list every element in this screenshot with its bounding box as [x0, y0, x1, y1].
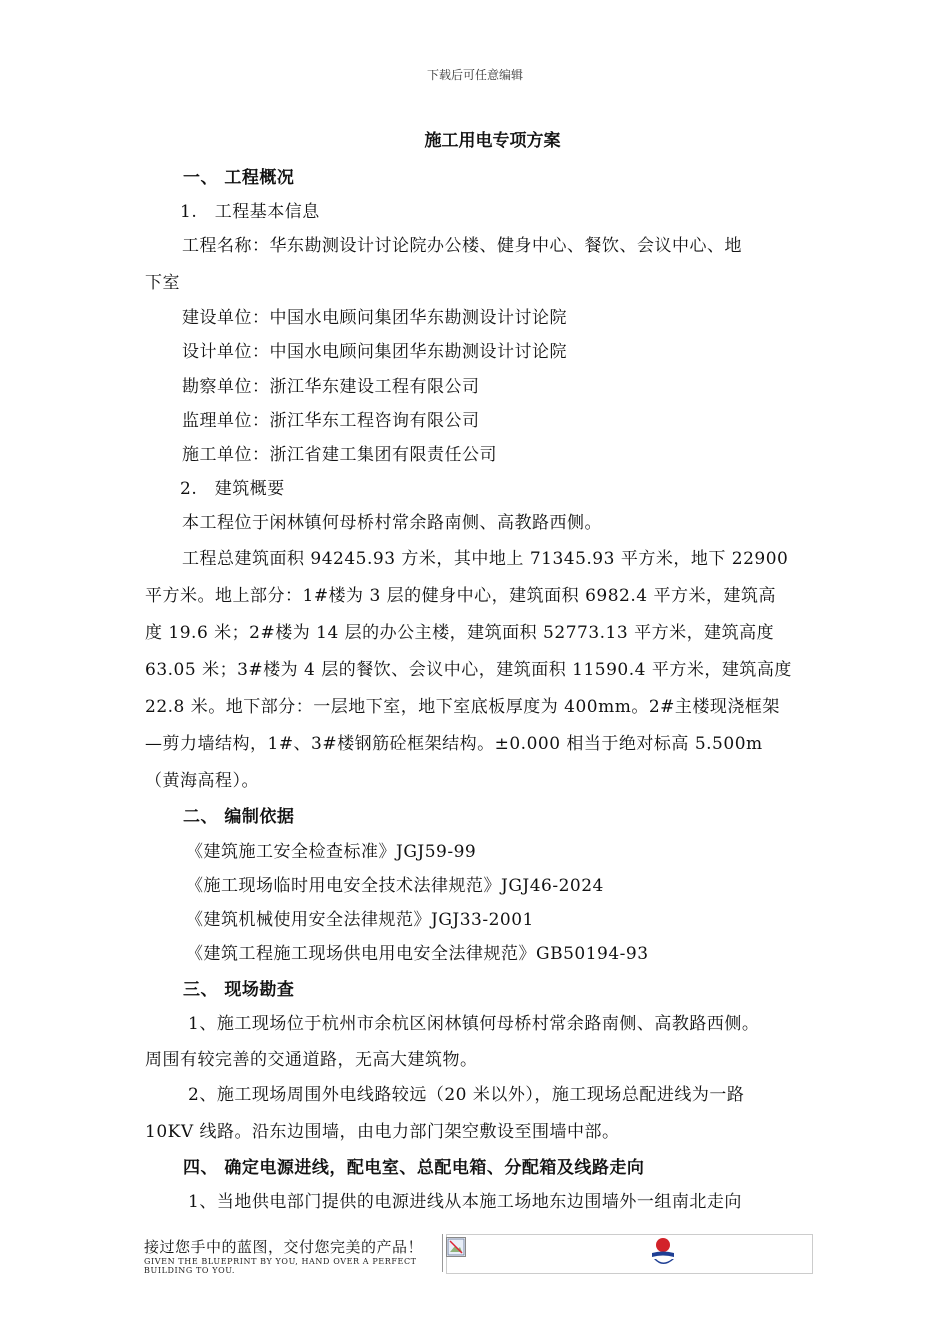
subheading-building-summary: 2. 建筑概要 — [180, 479, 285, 499]
overview-line-7: （黄海高程）。 — [145, 771, 259, 791]
supervision-unit: 监理单位：浙江华东工程咨询有限公司 — [182, 411, 480, 431]
overview-line-4: 63.05 米；3#楼为 4 层的餐饮、会议中心，建筑面积 11590.4 平方米，建筑高度 — [145, 660, 792, 680]
document-title: 施工用电专项方案 — [424, 131, 561, 151]
overview-line-6: —剪力墙结构，1#、3#楼钢筋砼框架结构。±0.000 相当于绝对标高 5.500m — [145, 734, 763, 754]
reference-1: 《建筑施工安全检查标准》JGJ59-99 — [186, 842, 477, 862]
power-item-1-line-1: 1、当地供电部门提供的电源进线从本施工场地东边围墙外一组南北走向 — [188, 1192, 742, 1212]
survey-item-2-line-2: 10KV 线路。沿东边围墙，由电力部门架空敷设至围墙中部。 — [145, 1122, 620, 1142]
footer-logo-box — [446, 1234, 813, 1274]
construction-unit: 施工单位：浙江省建工集团有限责任公司 — [182, 445, 497, 465]
survey-item-2-line-1: 2、施工现场周围外电线路较远（20 米以外），施工现场总配进线为一路 — [188, 1085, 745, 1105]
subheading-basic-info: 1. 工程基本信息 — [180, 202, 320, 222]
survey-unit: 勘察单位：浙江华东建设工程有限公司 — [182, 377, 480, 397]
header-note: 下载后可任意编辑 — [426, 68, 523, 82]
design-unit: 设计单位：中国水电顾问集团华东勘测设计讨论院 — [182, 342, 567, 362]
page-footer — [144, 1234, 811, 1275]
overview-line-3: 度 19.6 米；2#楼为 14 层的办公主楼，建筑面积 52773.13 平方米，建筑高度 — [145, 623, 775, 643]
footer-slogan-cn: 接过您手中的蓝图，交付您完美的产品！ — [144, 1238, 424, 1256]
builder-unit: 建设单位：中国水电顾问集团华东勘测设计讨论院 — [182, 308, 567, 328]
footer-slogan-en: GIVEN THE BLUEPRINT BY YOU, HAND OVER A PERFECT BUILDING TO YOU. — [144, 1257, 417, 1275]
project-name-line-2: 下室 — [145, 273, 180, 293]
company-logo-icon — [650, 1237, 676, 1273]
location-text: 本工程位于闲林镇何母桥村常余路南侧、高教路西侧。 — [182, 513, 602, 533]
project-name-line-1: 工程名称：华东勘测设计讨论院办公楼、健身中心、餐饮、会议中心、地 — [182, 236, 742, 256]
section-2-heading: 二、 编制依据 — [183, 807, 295, 827]
reference-2: 《施工现场临时用电安全技术法律规范》JGJ46-2024 — [186, 876, 604, 896]
section-1-heading: 一、 工程概况 — [183, 168, 295, 188]
survey-item-1-line-2: 周围有较完善的交通道路，无高大建筑物。 — [145, 1050, 478, 1070]
overview-line-1: 工程总建筑面积 94245.93 方米，其中地上 71345.93 平方米，地下 22900 — [182, 549, 789, 569]
survey-item-1-line-1: 1、施工现场位于杭州市余杭区闲林镇何母桥村常余路南侧、高教路西侧。 — [188, 1014, 760, 1034]
reference-4: 《建筑工程施工现场供电用电安全法律规范》GB50194-93 — [186, 944, 649, 964]
overview-line-2: 平方米。地上部分：1#楼为 3 层的健身中心，建筑面积 6982.4 平方米，建筑高 — [145, 586, 776, 606]
broken-image-icon — [446, 1237, 466, 1257]
section-3-heading: 三、 现场勘查 — [183, 980, 295, 1000]
overview-line-5: 22.8 米。地下部分：一层地下室，地下室底板厚度为 400mm。2#主楼现浇框架 — [145, 697, 780, 717]
reference-3: 《建筑机械使用安全法律规范》JGJ33-2001 — [186, 910, 534, 930]
section-4-heading: 四、 确定电源进线，配电室、总配电箱、分配箱及线路走向 — [183, 1158, 645, 1178]
footer-slogan-block — [144, 1234, 443, 1275]
